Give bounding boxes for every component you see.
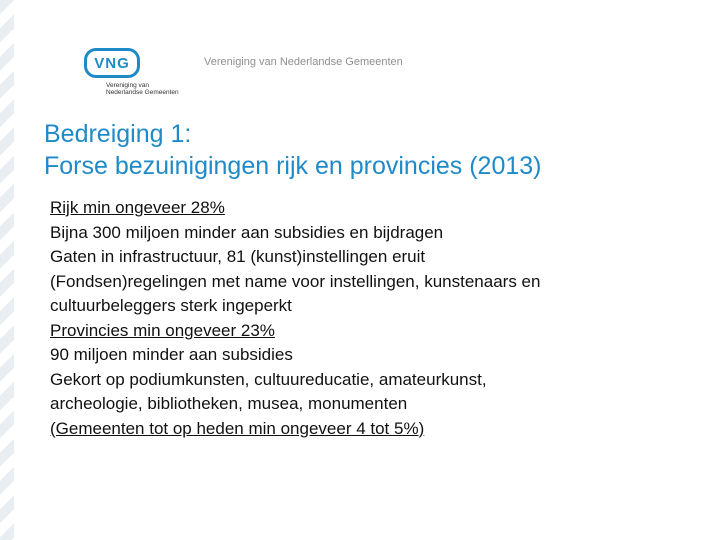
logo-text <box>106 82 179 96</box>
body-line: archeologie, bibliotheken, musea, monumenten <box>50 394 408 413</box>
body-line: Gaten in infrastructuur, 81 (kunst)instellingen eruit <box>50 247 426 266</box>
body-line: Bijna 300 miljoen minder aan subsidies en bijdragen <box>50 222 444 242</box>
body-line: 90 miljoen minder aan subsidies <box>50 345 293 364</box>
logo-badge-text: VNG <box>94 54 130 72</box>
decorative-side-stripe <box>0 0 14 540</box>
logo-text-line2: Nederlandse Gemeenten <box>106 89 179 96</box>
vng-logo <box>80 44 180 100</box>
body-line: Gekort op podiumkunsten, cultuureducatie, amateurkunst, <box>50 369 487 389</box>
body-line: Rijk min ongeveer 28% <box>50 198 225 217</box>
body-line: Provincies min ongeveer 23% <box>50 320 275 340</box>
body-text <box>50 196 700 441</box>
logo-text-line1: Vereniging van <box>106 82 150 89</box>
body-line: cultuurbeleggers sterk ingeperkt <box>50 296 292 315</box>
body-line: (Gemeenten tot op heden min ongeveer 4 tot 5%) <box>50 418 425 438</box>
logo-badge <box>84 48 140 78</box>
body-line: (Fondsen)regelingen met name voor instellingen, kunstenaars en <box>50 271 541 291</box>
slide-title <box>44 118 542 182</box>
slide-title-line2: Forse bezuinigingen rijk en provincies (2013) <box>44 152 542 180</box>
slide-title-line1: Bedreiging 1: <box>44 120 192 148</box>
organization-name: Vereniging van Nederlandse Gemeenten <box>204 56 403 68</box>
